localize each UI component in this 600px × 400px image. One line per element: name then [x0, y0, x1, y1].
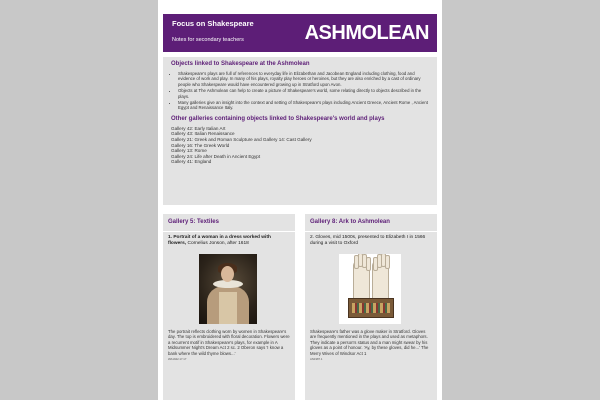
list-item: Gallery 21: Greek and Roman Sculpture and Gallery 14: Cast Gallery	[171, 137, 312, 143]
gloves-description-text: Shakespeare's father was a glove maker in Stratford. Gloves are frequently mentioned in the plays and used as metaphors. They indicate a person's status and a man might swear by his gloves as a point of honour. 'Ay, by these gloves, did he...' The Merry Wives of Windsor Act 1	[310, 329, 429, 356]
gloves-caption: 2. Gloves, mid 1500s, presented to Elizabeth I in 1566 during a visit to Oxford	[310, 235, 426, 246]
gloves-description	[310, 329, 432, 362]
objects-section	[163, 57, 437, 205]
glove-cuffs	[348, 298, 394, 318]
portrait-description	[168, 329, 290, 362]
gloves-accession: AN1987.1	[310, 357, 323, 362]
portrait-caption-bold: 1. Portrait of a woman in a dress worked with flowers,	[168, 235, 271, 246]
portrait-caption-rest: Cornelius Jonson, after 1618	[186, 241, 249, 246]
list-item: • Many galleries give an insight into the context and setting of Shakespeare's plays including Ancient Greece, Ancient Rome , Ancient Egypt and Renaissance Italy.	[178, 100, 429, 111]
ark-card	[305, 214, 437, 400]
portrait-accession: WA1942.17.17	[168, 357, 187, 362]
list-item: Gallery 41: England	[171, 159, 212, 165]
glove-finger	[385, 255, 390, 269]
ark-card-title: Gallery 8: Ark to Ashmolean	[310, 219, 390, 225]
list-item: • Objects at The Ashmolean can help to create a picture of Shakespeare's world, some relating directly to objects described in the plays.	[178, 88, 429, 99]
cuff-embroidery	[352, 303, 390, 313]
portrait-image	[199, 254, 257, 324]
header-banner	[163, 14, 437, 52]
portrait-description-text: The portrait reflects clothing worn by women in Shakespeare's day. The top is embroidered with floral decoration. Flowers were a recurrent motif in Shakespeare's plays, for example in A Midsummer Night's Dream Act 2 sc. 2 Oberon says 'I know a bank where the wild thyme blows...'	[168, 329, 290, 356]
page-subtitle: Notes for secondary teachers	[172, 37, 244, 43]
ashmolean-logo: ASHMOLEAN	[304, 22, 429, 44]
page-title: Focus on Shakespeare	[172, 19, 254, 28]
textiles-card-title: Gallery 5: Textiles	[168, 219, 219, 225]
gloves-image	[339, 254, 401, 324]
list-item: Gallery 13: Rome	[171, 148, 207, 154]
textiles-card	[163, 214, 295, 400]
list-item: Gallery 43: Italian Renaissance	[171, 131, 235, 137]
list-item: Gallery 24: Life after Death in Ancient Egypt	[171, 153, 261, 159]
gallery-list	[163, 124, 437, 167]
left-glove	[353, 260, 370, 302]
objects-bullet-list	[178, 71, 429, 111]
objects-section-title: Objects linked to Shakespeare at the Ashmolean	[171, 61, 310, 67]
list-item: Gallery 42: Early Italian Art	[171, 125, 226, 131]
list-item: • Shakespeare's plays are full of references to everyday life in Elizabethan and Jacobean England including clothing, food and evidence of work and play. In many of his plays, royalty play heroes or heroines, but they are also enriched by a cast of ordinary people who Shakespeare would have encountered growing up in Stratford upon Avon.	[178, 71, 429, 87]
right-glove	[372, 260, 389, 302]
galleries-section-title: Other galleries containing objects linked to Shakespeare's world and plays	[171, 115, 385, 122]
portrait-caption	[163, 232, 295, 247]
portrait-face	[221, 266, 234, 282]
document-page	[158, 0, 442, 400]
glove-finger	[366, 257, 371, 271]
list-item: Gallery 16: The Greek World	[171, 142, 230, 148]
portrait-bodice	[219, 292, 237, 324]
